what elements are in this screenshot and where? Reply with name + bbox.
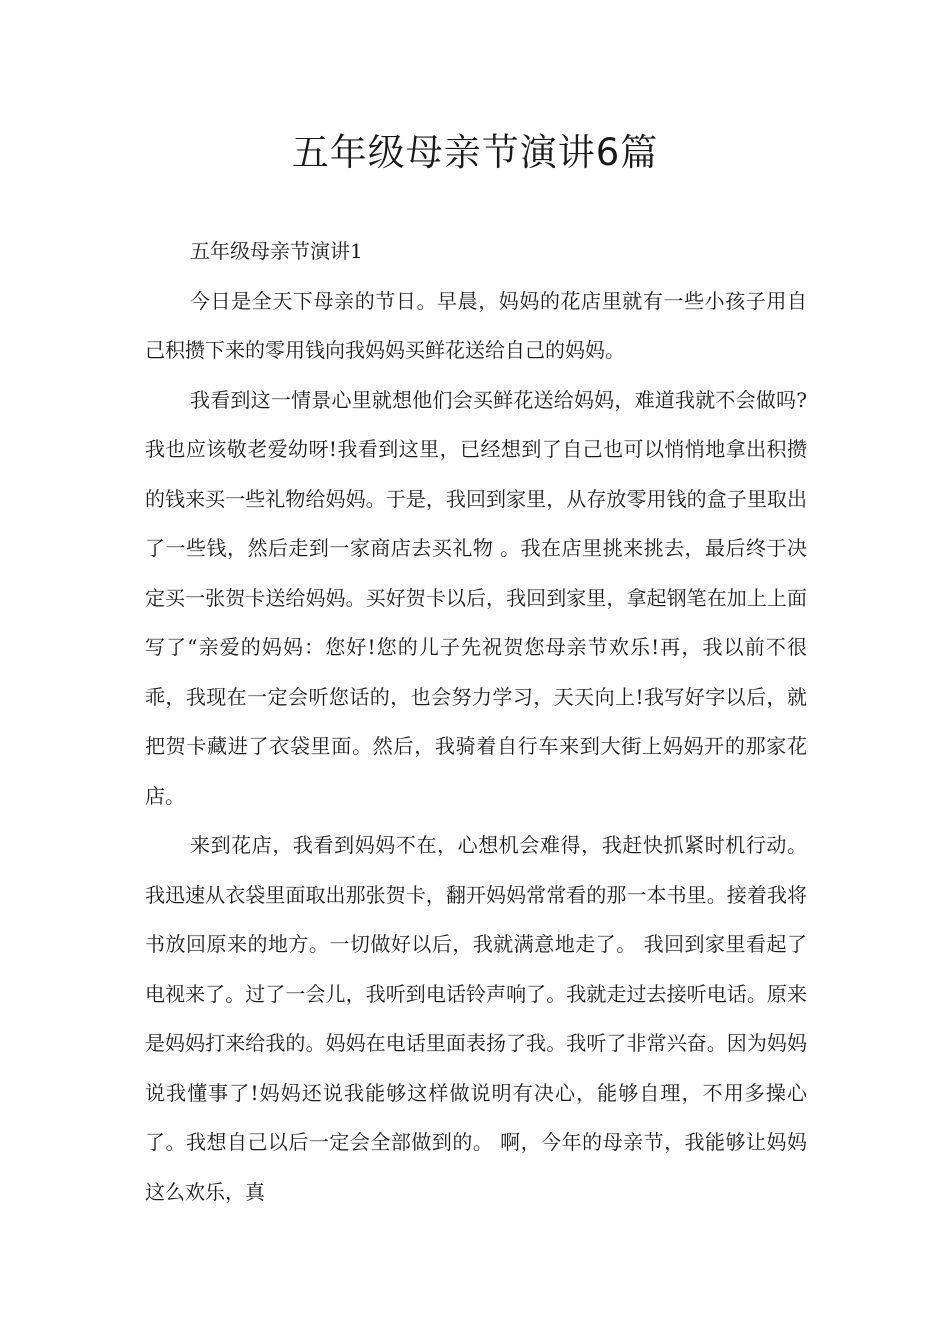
- document-title: 五年级母亲节演讲6篇: [291, 131, 659, 174]
- paragraph-3: 来到花店，我看到妈妈不在，心想机会难得，我赶快抓紧时机行动。我迅速从衣袋里面取出那张贺卡，翻开妈妈常常看的那一本书里。接着我将书放回原来的地方。一切做好以后，我就满意地走了。 我回到家里看起了电视来了。过了一会儿，我听到电话铃声响了。我就走过去接听电话。原来是妈妈打来给我的。妈妈在电话里面表扬了我。我听了非常兴奋。因为妈妈说我懂事了!妈妈还说我能够这样做说明有决心，能够自理，不用多操心了。我想自己以后一定会全部做到的。 啊，今年的母亲节，我能够让妈妈这么欢乐，真: [145, 833, 807, 1204]
- paragraph-1: 今日是全天下母亲的节日。早晨，妈妈的花店里就有一些小孩子用自己积攒下来的零用钱向我妈妈买鲜花送给自己的妈妈。: [145, 288, 807, 362]
- section-heading: 五年级母亲节演讲1: [190, 239, 363, 263]
- document-body: [145, 227, 807, 1217]
- paragraph-2: 我看到这一情景心里就想他们会买鲜花送给妈妈，难道我就不会做吗?我也应该敬老爱幼呀!我看到这里，已经想到了自己也可以悄悄地拿出积攒的钱来买一些礼物给妈妈。于是，我回到家里，从存放零用钱的盒子里取出了一些钱，然后走到一家商店去买礼物 。我在店里挑来挑去，最后终于决定买一张贺卡送给妈妈。买好贺卡以后，我回到家里，拿起钢笔在加上上面写了“亲爱的妈妈：您好!您的儿子先祝贺您母亲节欢乐!再，我以前不很乖，我现在一定会听您话的，也会努力学习，天天向上!我写好字以后，就把贺卡藏进了衣袋里面。然后，我骑着自行车来到大街上妈妈开的那家花店。: [145, 387, 807, 808]
